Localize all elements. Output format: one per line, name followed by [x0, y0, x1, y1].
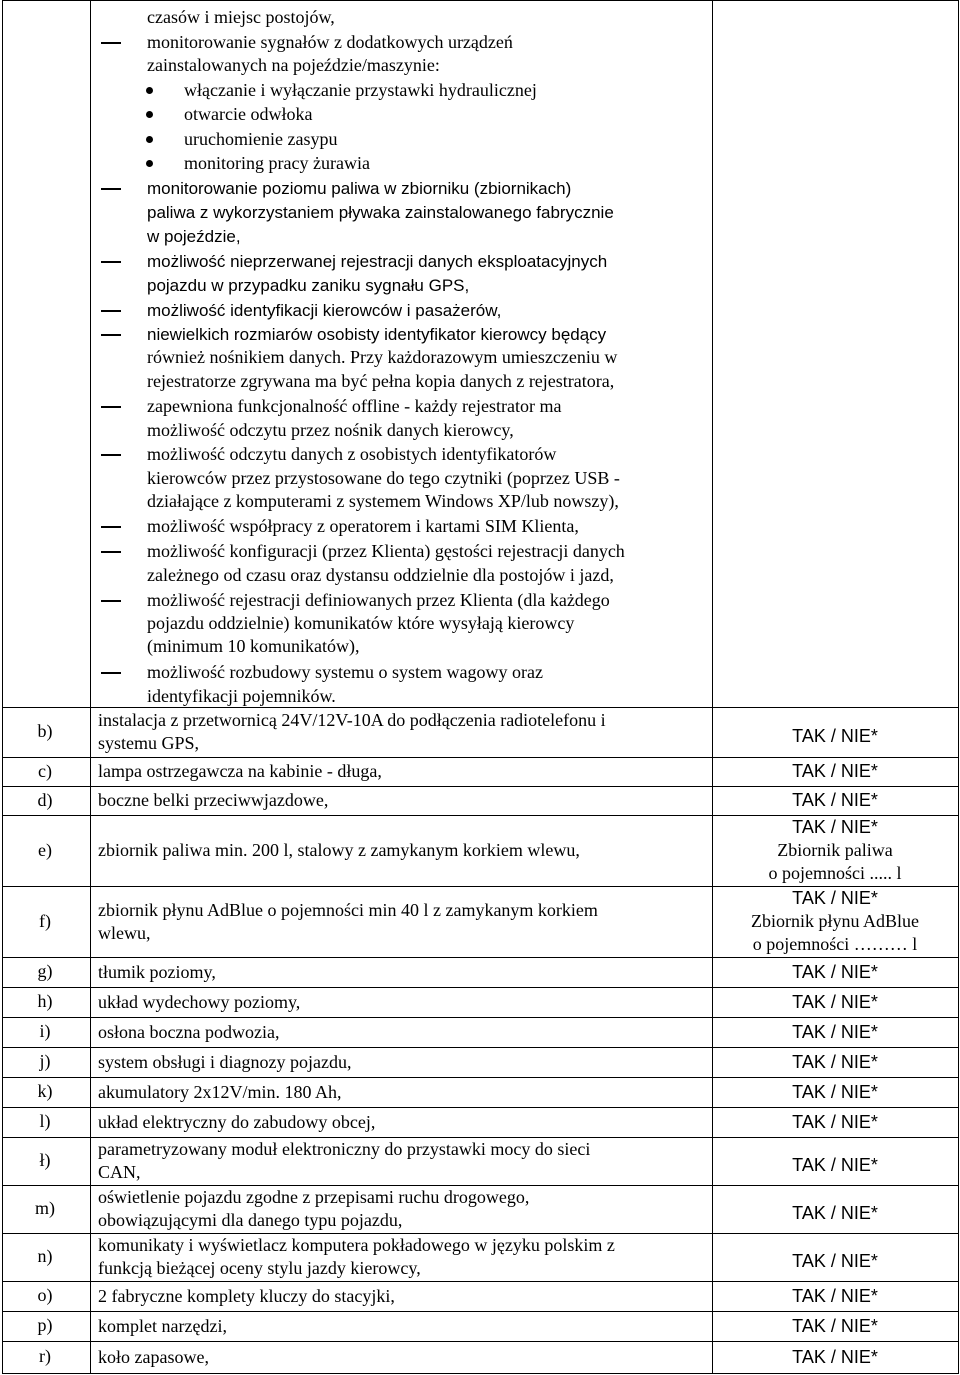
- row-label: l): [39, 1111, 51, 1131]
- tak-nie-answer: TAK / NIE*: [792, 1315, 878, 1336]
- row-description: akumulatory 2x12V/min. 180 Ah,: [98, 1081, 342, 1102]
- table-border-top: [2, 0, 958, 1]
- intro-item-text: uruchomienie zasypu: [184, 129, 338, 149]
- row-divider: [2, 757, 958, 758]
- row-label: i): [39, 1021, 51, 1041]
- row-description: funkcją bieżącej oceny stylu jazdy kierowcy,: [98, 1258, 421, 1278]
- row-label: m): [35, 1198, 55, 1218]
- answer-column-divider: [712, 0, 713, 1373]
- row-label: g): [37, 961, 53, 981]
- tak-nie-answer: TAK / NIE*: [792, 1081, 878, 1102]
- dash-marker: [101, 526, 121, 528]
- row-label: b): [37, 721, 53, 741]
- bullet-marker: [146, 136, 153, 143]
- row-label: f): [39, 910, 51, 931]
- intro-item-text: w pojeździe,: [147, 227, 241, 246]
- row-divider: [2, 1185, 958, 1186]
- row-divider: [2, 1047, 958, 1048]
- row-label: k): [37, 1081, 53, 1101]
- dash-marker: [101, 551, 121, 553]
- dash-marker: [101, 334, 121, 336]
- row-description: systemu GPS,: [98, 733, 200, 753]
- intro-item-text: zainstalowanych na pojeździe/maszynie:: [147, 55, 440, 75]
- tak-nie-answer: TAK / NIE*: [792, 1111, 878, 1132]
- row-divider: [2, 1233, 958, 1234]
- table-border-left: [2, 0, 3, 1373]
- tak-nie-answer: TAK / NIE*: [792, 1051, 878, 1072]
- row-divider: [2, 786, 958, 787]
- row-description: układ wydechowy poziomy,: [98, 991, 301, 1012]
- tak-nie-answer: TAK / NIE*: [792, 1202, 878, 1223]
- row-divider: [2, 1341, 958, 1342]
- row-label: o): [37, 1285, 53, 1305]
- intro-item-text: zależnego od czasu oraz dystansu oddzielnie dla postojów i jazd,: [147, 565, 614, 585]
- intro-item-text: pojazdu w przypadku zaniku sygnału GPS,: [147, 276, 470, 295]
- tak-nie-answer: TAK / NIE*: [792, 790, 878, 810]
- intro-item-text: możliwość odczytu przez nośnik danych kierowcy,: [147, 420, 514, 440]
- tak-nie-answer: TAK / NIE*: [792, 725, 878, 746]
- row-divider: [2, 1017, 958, 1018]
- tak-nie-answer: TAK / NIE*: [792, 1154, 878, 1175]
- row-description: komunikaty i wyświetlacz komputera pokładowego w języku polskim z: [98, 1235, 615, 1255]
- dash-marker: [101, 406, 121, 408]
- intro-item-text: możliwość odczytu danych z osobistych identyfikatorów: [147, 444, 557, 464]
- row-label: p): [37, 1315, 53, 1335]
- intro-item-text: możliwość konfiguracji (przez Klienta) gęstości rejestracji danych: [147, 541, 625, 561]
- intro-item-text: możliwość rejestracji definiowanych przez Klienta (dla każdego: [147, 590, 610, 610]
- intro-item-text: pojazdu oddzielnie) komunikatów które wysyłają kierowcy: [147, 613, 575, 633]
- row-description: osłona boczna podwozia,: [98, 1021, 280, 1042]
- row-divider: [2, 886, 958, 887]
- row-description: system obsługi i diagnozy pojazdu,: [98, 1051, 352, 1072]
- bullet-marker: [146, 160, 153, 167]
- dash-marker: [101, 600, 121, 602]
- row-divider: [2, 987, 958, 988]
- intro-item-text: identyfikacji pojemników.: [147, 686, 336, 706]
- row-description: tłumik poziomy,: [98, 961, 216, 982]
- answer-detail: o pojemności ……… l: [752, 934, 918, 954]
- row-label: r): [39, 1346, 51, 1366]
- intro-item-text: monitorowanie poziomu paliwa w zbiorniku (zbiornikach): [147, 179, 572, 198]
- intro-item-text: możliwość współpracy z operatorem i kartami SIM Klienta,: [147, 516, 579, 536]
- intro-item-text: zapewniona funkcjonalność offline - każdy rejestrator ma: [147, 396, 562, 416]
- tak-nie-answer: TAK / NIE*: [792, 961, 878, 982]
- row-divider: [2, 707, 958, 708]
- intro-item-text: działające z komputerami z systemem Windows XP/lub nowszy),: [147, 491, 619, 511]
- row-divider: [2, 1077, 958, 1078]
- tak-nie-answer: TAK / NIE*: [792, 1021, 878, 1042]
- row-description: boczne belki przeciwwjazdowe,: [98, 790, 329, 810]
- row-label: e): [38, 839, 52, 860]
- tak-nie-answer: TAK / NIE*: [792, 1346, 878, 1367]
- row-description: parametryzowany moduł elektroniczny do przystawki mocy do sieci: [98, 1139, 591, 1159]
- intro-item-text: rejestratorze zgrywana ma być pełna kopia danych z rejestratora,: [147, 371, 615, 391]
- intro-item-text: monitorowanie sygnałów z dodatkowych urządzeń: [147, 32, 513, 52]
- dash-marker: [101, 42, 121, 44]
- row-description: zbiornik paliwa min. 200 l, stalowy z zamykanym korkiem wlewu,: [98, 840, 580, 860]
- row-divider: [2, 1311, 958, 1312]
- tak-nie-answer: TAK / NIE*: [792, 888, 878, 908]
- row-description: lampa ostrzegawcza na kabinie - długa,: [98, 761, 382, 781]
- intro-item-text: możliwość nieprzerwanej rejestracji danych eksploatacyjnych: [147, 252, 608, 271]
- intro-item-text: również nośnikiem danych. Przy każdorazowym umieszczeniu w: [147, 347, 618, 367]
- bullet-marker: [146, 87, 153, 94]
- dash-marker: [101, 188, 121, 190]
- row-description: instalacja z przetwornicą 24V/12V-10A do podłączenia radiotelefonu i: [98, 710, 606, 730]
- row-label: ł): [39, 1150, 51, 1170]
- row-label: c): [38, 760, 52, 781]
- row-divider: [2, 1281, 958, 1282]
- tak-nie-answer: TAK / NIE*: [792, 1285, 878, 1306]
- intro-item-text: (minimum 10 komunikatów),: [147, 636, 360, 656]
- row-divider: [2, 1107, 958, 1108]
- intro-item-text: czasów i miejsc postojów,: [147, 7, 335, 27]
- row-divider: [2, 1137, 958, 1138]
- answer-detail: o pojemności ..... l: [768, 863, 902, 883]
- row-description: wlewu,: [98, 922, 151, 943]
- answer-detail: Zbiornik płynu AdBlue: [751, 911, 919, 931]
- tak-nie-answer: TAK / NIE*: [792, 1250, 878, 1271]
- row-description: CAN,: [98, 1162, 141, 1182]
- intro-item-text: monitoring pracy żurawia: [184, 153, 370, 173]
- intro-item-text: niewielkich rozmiarów osobisty identyfikator kierowcy będący: [147, 325, 607, 344]
- intro-item-text: otwarcie odwłoka: [184, 104, 313, 124]
- table-border-right: [958, 0, 959, 1373]
- bullet-marker: [146, 111, 153, 118]
- tak-nie-answer: TAK / NIE*: [792, 817, 878, 837]
- row-description: zbiornik płynu AdBlue o pojemności min 40 l z zamykanym korkiem: [98, 899, 598, 920]
- intro-item-text: paliwa z wykorzystaniem pływaka zainstalowanego fabrycznie: [147, 203, 614, 222]
- row-description: oświetlenie pojazdu zgodne z przepisami ruchu drogowego,: [98, 1187, 530, 1207]
- row-label: n): [37, 1246, 53, 1266]
- row-divider: [2, 815, 958, 816]
- intro-item-text: kierowców przez przystosowane do tego czytniki (poprzez USB -: [147, 468, 620, 488]
- row-description: 2 fabryczne komplety kluczy do stacyjki,: [98, 1285, 395, 1306]
- dash-marker: [101, 454, 121, 456]
- row-description: obowiązującymi dla danego typu pojazdu,: [98, 1210, 403, 1230]
- intro-item-text: możliwość rozbudowy systemu o system wagowy oraz: [147, 662, 543, 682]
- intro-item-text: możliwość identyfikacji kierowców i pasażerów,: [147, 301, 502, 320]
- tak-nie-answer: TAK / NIE*: [792, 991, 878, 1012]
- row-description: układ elektryczny do zabudowy obcej,: [98, 1111, 376, 1132]
- row-label: d): [37, 789, 53, 810]
- row-description: koło zapasowe,: [98, 1346, 209, 1367]
- dash-marker: [101, 310, 121, 312]
- table-border-bottom: [2, 1373, 959, 1374]
- row-divider: [2, 957, 958, 958]
- row-label: h): [37, 991, 53, 1011]
- answer-detail: Zbiornik paliwa: [777, 840, 893, 860]
- row-label: j): [39, 1051, 51, 1071]
- dash-marker: [101, 672, 121, 674]
- tak-nie-answer: TAK / NIE*: [792, 761, 878, 781]
- label-column-divider: [90, 0, 91, 1373]
- dash-marker: [101, 261, 121, 263]
- intro-item-text: włączanie i wyłączanie przystawki hydraulicznej: [184, 80, 537, 100]
- row-description: komplet narzędzi,: [98, 1315, 227, 1336]
